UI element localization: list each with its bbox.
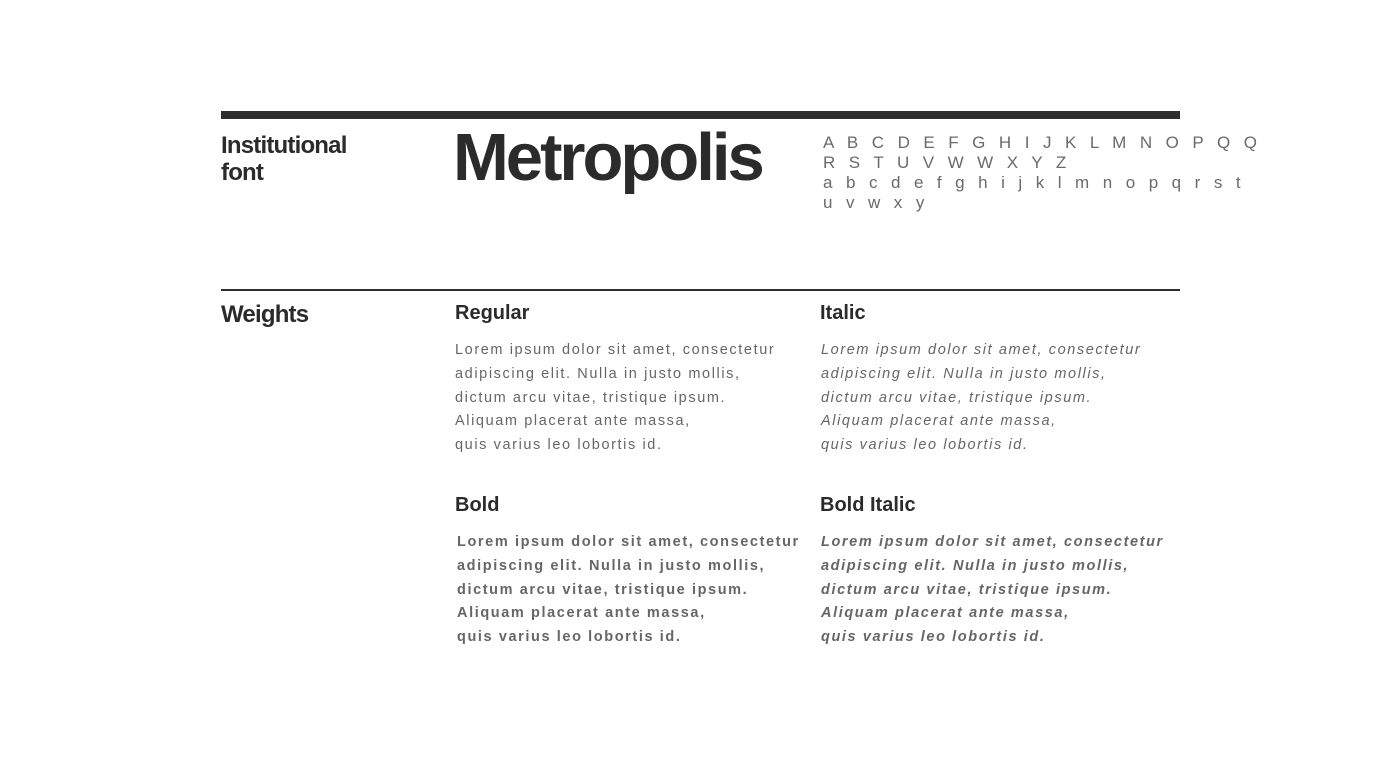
sample-text-italic bbox=[821, 339, 1181, 458]
sample-line: dictum arcu vitae, tristique ipsum. bbox=[457, 581, 749, 598]
sample-line: Lorem ipsum dolor sit amet, consectetur bbox=[457, 534, 800, 550]
sample-line: Aliquam placerat ante massa, bbox=[455, 413, 691, 430]
sample-line: adipiscing elit. Nulla in justo mollis, bbox=[455, 365, 741, 382]
font-name-title: Metropolis bbox=[453, 120, 762, 195]
sample-line: dictum arcu vitae, tristique ipsum. bbox=[455, 389, 727, 406]
style-heading-italic: Italic bbox=[820, 302, 866, 324]
weights-label: Weights bbox=[221, 301, 309, 328]
sample-text-regular bbox=[455, 339, 815, 458]
label-line-2: font bbox=[221, 159, 264, 186]
sample-line: Aliquam placerat ante massa, bbox=[821, 413, 1057, 430]
sample-line: quis varius leo lobortis id. bbox=[821, 629, 1046, 646]
sample-line: Lorem ipsum dolor sit amet, consectetur bbox=[821, 342, 1142, 358]
sample-line: adipiscing elit. Nulla in justo mollis, bbox=[821, 365, 1107, 382]
sample-text-bold-italic bbox=[821, 531, 1181, 650]
style-heading-bold: Bold bbox=[455, 494, 500, 516]
sample-line: Aliquam placerat ante massa, bbox=[821, 605, 1070, 622]
sample-line: Lorem ipsum dolor sit amet, consectetur bbox=[821, 534, 1164, 550]
alphabet-line: u v w x y bbox=[823, 193, 930, 212]
institutional-font-label bbox=[221, 132, 421, 186]
alphabet-line: A B C D E F G H I J K L M N O P Q Q bbox=[823, 133, 1263, 152]
sample-line: quis varius leo lobortis id. bbox=[455, 437, 663, 454]
style-heading-regular: Regular bbox=[455, 302, 530, 324]
sample-line: quis varius leo lobortis id. bbox=[821, 437, 1029, 454]
sample-line: dictum arcu vitae, tristique ipsum. bbox=[821, 389, 1093, 406]
weights-divider bbox=[221, 289, 1180, 291]
style-heading-bold-italic: Bold Italic bbox=[820, 494, 916, 516]
sample-line: Aliquam placerat ante massa, bbox=[457, 605, 706, 622]
sample-text-bold bbox=[457, 531, 817, 650]
sample-line: dictum arcu vitae, tristique ipsum. bbox=[821, 581, 1113, 598]
sample-line: quis varius leo lobortis id. bbox=[457, 629, 682, 646]
alphabet-line: R S T U V W W X Y Z bbox=[823, 153, 1072, 172]
sample-line: adipiscing elit. Nulla in justo mollis, bbox=[457, 557, 766, 574]
label-line-1: Institutional bbox=[221, 132, 347, 159]
alphabet-specimen bbox=[823, 133, 1263, 213]
sample-line: Lorem ipsum dolor sit amet, consectetur bbox=[455, 342, 776, 358]
sample-line: adipiscing elit. Nulla in justo mollis, bbox=[821, 557, 1130, 574]
alphabet-line: a b c d e f g h i j k l m n o p q r s t bbox=[823, 173, 1246, 192]
